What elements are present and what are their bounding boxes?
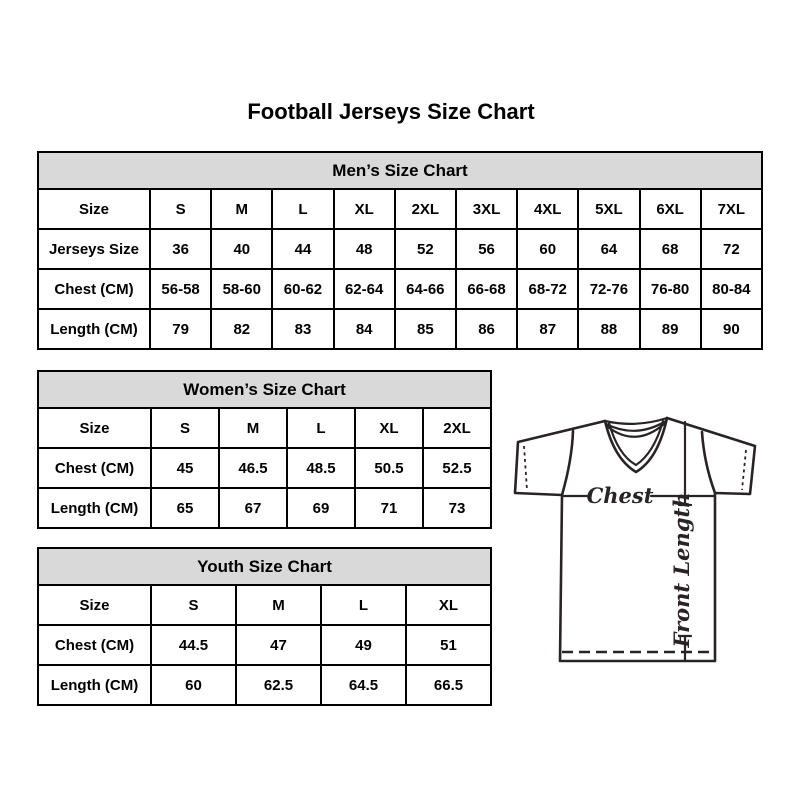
row-header-cell: Chest (CM): [38, 448, 151, 488]
table-cell: 49: [321, 625, 406, 665]
row-header-cell: Size: [38, 408, 151, 448]
jersey-silhouette: [515, 418, 755, 661]
table-cell: 72-76: [578, 269, 639, 309]
table-cell: 89: [640, 309, 701, 349]
table-cell: 65: [151, 488, 219, 528]
table-cell: XL: [334, 189, 395, 229]
table-cell: XL: [406, 585, 491, 625]
table-cell: M: [236, 585, 321, 625]
row-header-cell: Size: [38, 189, 150, 229]
table-cell: 2XL: [395, 189, 456, 229]
table-cell: 69: [287, 488, 355, 528]
table-cell: 87: [517, 309, 578, 349]
table-cell: 47: [236, 625, 321, 665]
table-cell: 4XL: [517, 189, 578, 229]
table-cell: 6XL: [640, 189, 701, 229]
table-cell: 84: [334, 309, 395, 349]
table-cell: 44: [272, 229, 333, 269]
table-cell: 52.5: [423, 448, 491, 488]
table-cell: 64: [578, 229, 639, 269]
table-cell: 68-72: [517, 269, 578, 309]
row-header-cell: Chest (CM): [38, 625, 151, 665]
table-cell: 68: [640, 229, 701, 269]
mens-size-table: [37, 151, 763, 350]
table-cell: 82: [211, 309, 272, 349]
table-cell: 66-68: [456, 269, 517, 309]
table-cell: 85: [395, 309, 456, 349]
womens-size-table: [37, 370, 492, 529]
collar-top-edge: [605, 418, 667, 424]
table-cell: M: [219, 408, 287, 448]
table-cell: 60: [151, 665, 236, 705]
table-cell: 45: [151, 448, 219, 488]
table-cell: 64.5: [321, 665, 406, 705]
jersey-outline: [515, 418, 755, 661]
front-length-measure: [669, 422, 694, 661]
table-cell: 90: [701, 309, 762, 349]
table-cell: 48: [334, 229, 395, 269]
right-armhole-seam: [702, 432, 715, 493]
table-cell: 60-62: [272, 269, 333, 309]
table-cell: 72: [701, 229, 762, 269]
table-cell: 66.5: [406, 665, 491, 705]
table-cell: 71: [355, 488, 423, 528]
left-cuff-dashed-line: [524, 446, 527, 490]
row-header-cell: Length (CM): [38, 665, 151, 705]
front-length-label: Front Length: [669, 492, 694, 648]
table-cell: 62-64: [334, 269, 395, 309]
table-cell: 40: [211, 229, 272, 269]
table-cell: 88: [578, 309, 639, 349]
table-cell: 79: [150, 309, 211, 349]
row-header-cell: Length (CM): [38, 488, 151, 528]
table-cell: L: [321, 585, 406, 625]
table-cell: M: [211, 189, 272, 229]
table-cell: XL: [355, 408, 423, 448]
row-header-cell: Jerseys Size: [38, 229, 150, 269]
table-cell: 48.5: [287, 448, 355, 488]
table-title: Women’s Size Chart: [38, 371, 491, 408]
table-cell: 83: [272, 309, 333, 349]
left-armhole-seam: [562, 431, 573, 495]
table-cell: 51: [406, 625, 491, 665]
table-cell: 46.5: [219, 448, 287, 488]
table-cell: 80-84: [701, 269, 762, 309]
table-cell: 52: [395, 229, 456, 269]
table-cell: S: [151, 408, 219, 448]
table-cell: 76-80: [640, 269, 701, 309]
table-title: Men’s Size Chart: [38, 152, 762, 189]
chest-label: Chest: [586, 483, 654, 508]
table-cell: 86: [456, 309, 517, 349]
table-cell: 50.5: [355, 448, 423, 488]
table-cell: S: [151, 585, 236, 625]
youth-size-table: [37, 547, 492, 706]
table-cell: 2XL: [423, 408, 491, 448]
table-cell: 36: [150, 229, 211, 269]
table-cell: 56: [456, 229, 517, 269]
row-header-cell: Length (CM): [38, 309, 150, 349]
table-title: Youth Size Chart: [38, 548, 491, 585]
right-cuff-dashed-line: [742, 450, 746, 490]
table-cell: 3XL: [456, 189, 517, 229]
jersey-collar: [605, 418, 667, 472]
table-cell: 60: [517, 229, 578, 269]
table-cell: 44.5: [151, 625, 236, 665]
table-cell: 62.5: [236, 665, 321, 705]
table-cell: L: [287, 408, 355, 448]
row-header-cell: Chest (CM): [38, 269, 150, 309]
table-cell: L: [272, 189, 333, 229]
table-cell: 67: [219, 488, 287, 528]
table-cell: S: [150, 189, 211, 229]
jersey-diagram: [505, 414, 770, 669]
table-cell: 5XL: [578, 189, 639, 229]
table-cell: 58-60: [211, 269, 272, 309]
table-cell: 64-66: [395, 269, 456, 309]
table-cell: 73: [423, 488, 491, 528]
table-cell: 7XL: [701, 189, 762, 229]
page-title: Football Jerseys Size Chart: [247, 99, 535, 124]
table-cell: 56-58: [150, 269, 211, 309]
row-header-cell: Size: [38, 585, 151, 625]
